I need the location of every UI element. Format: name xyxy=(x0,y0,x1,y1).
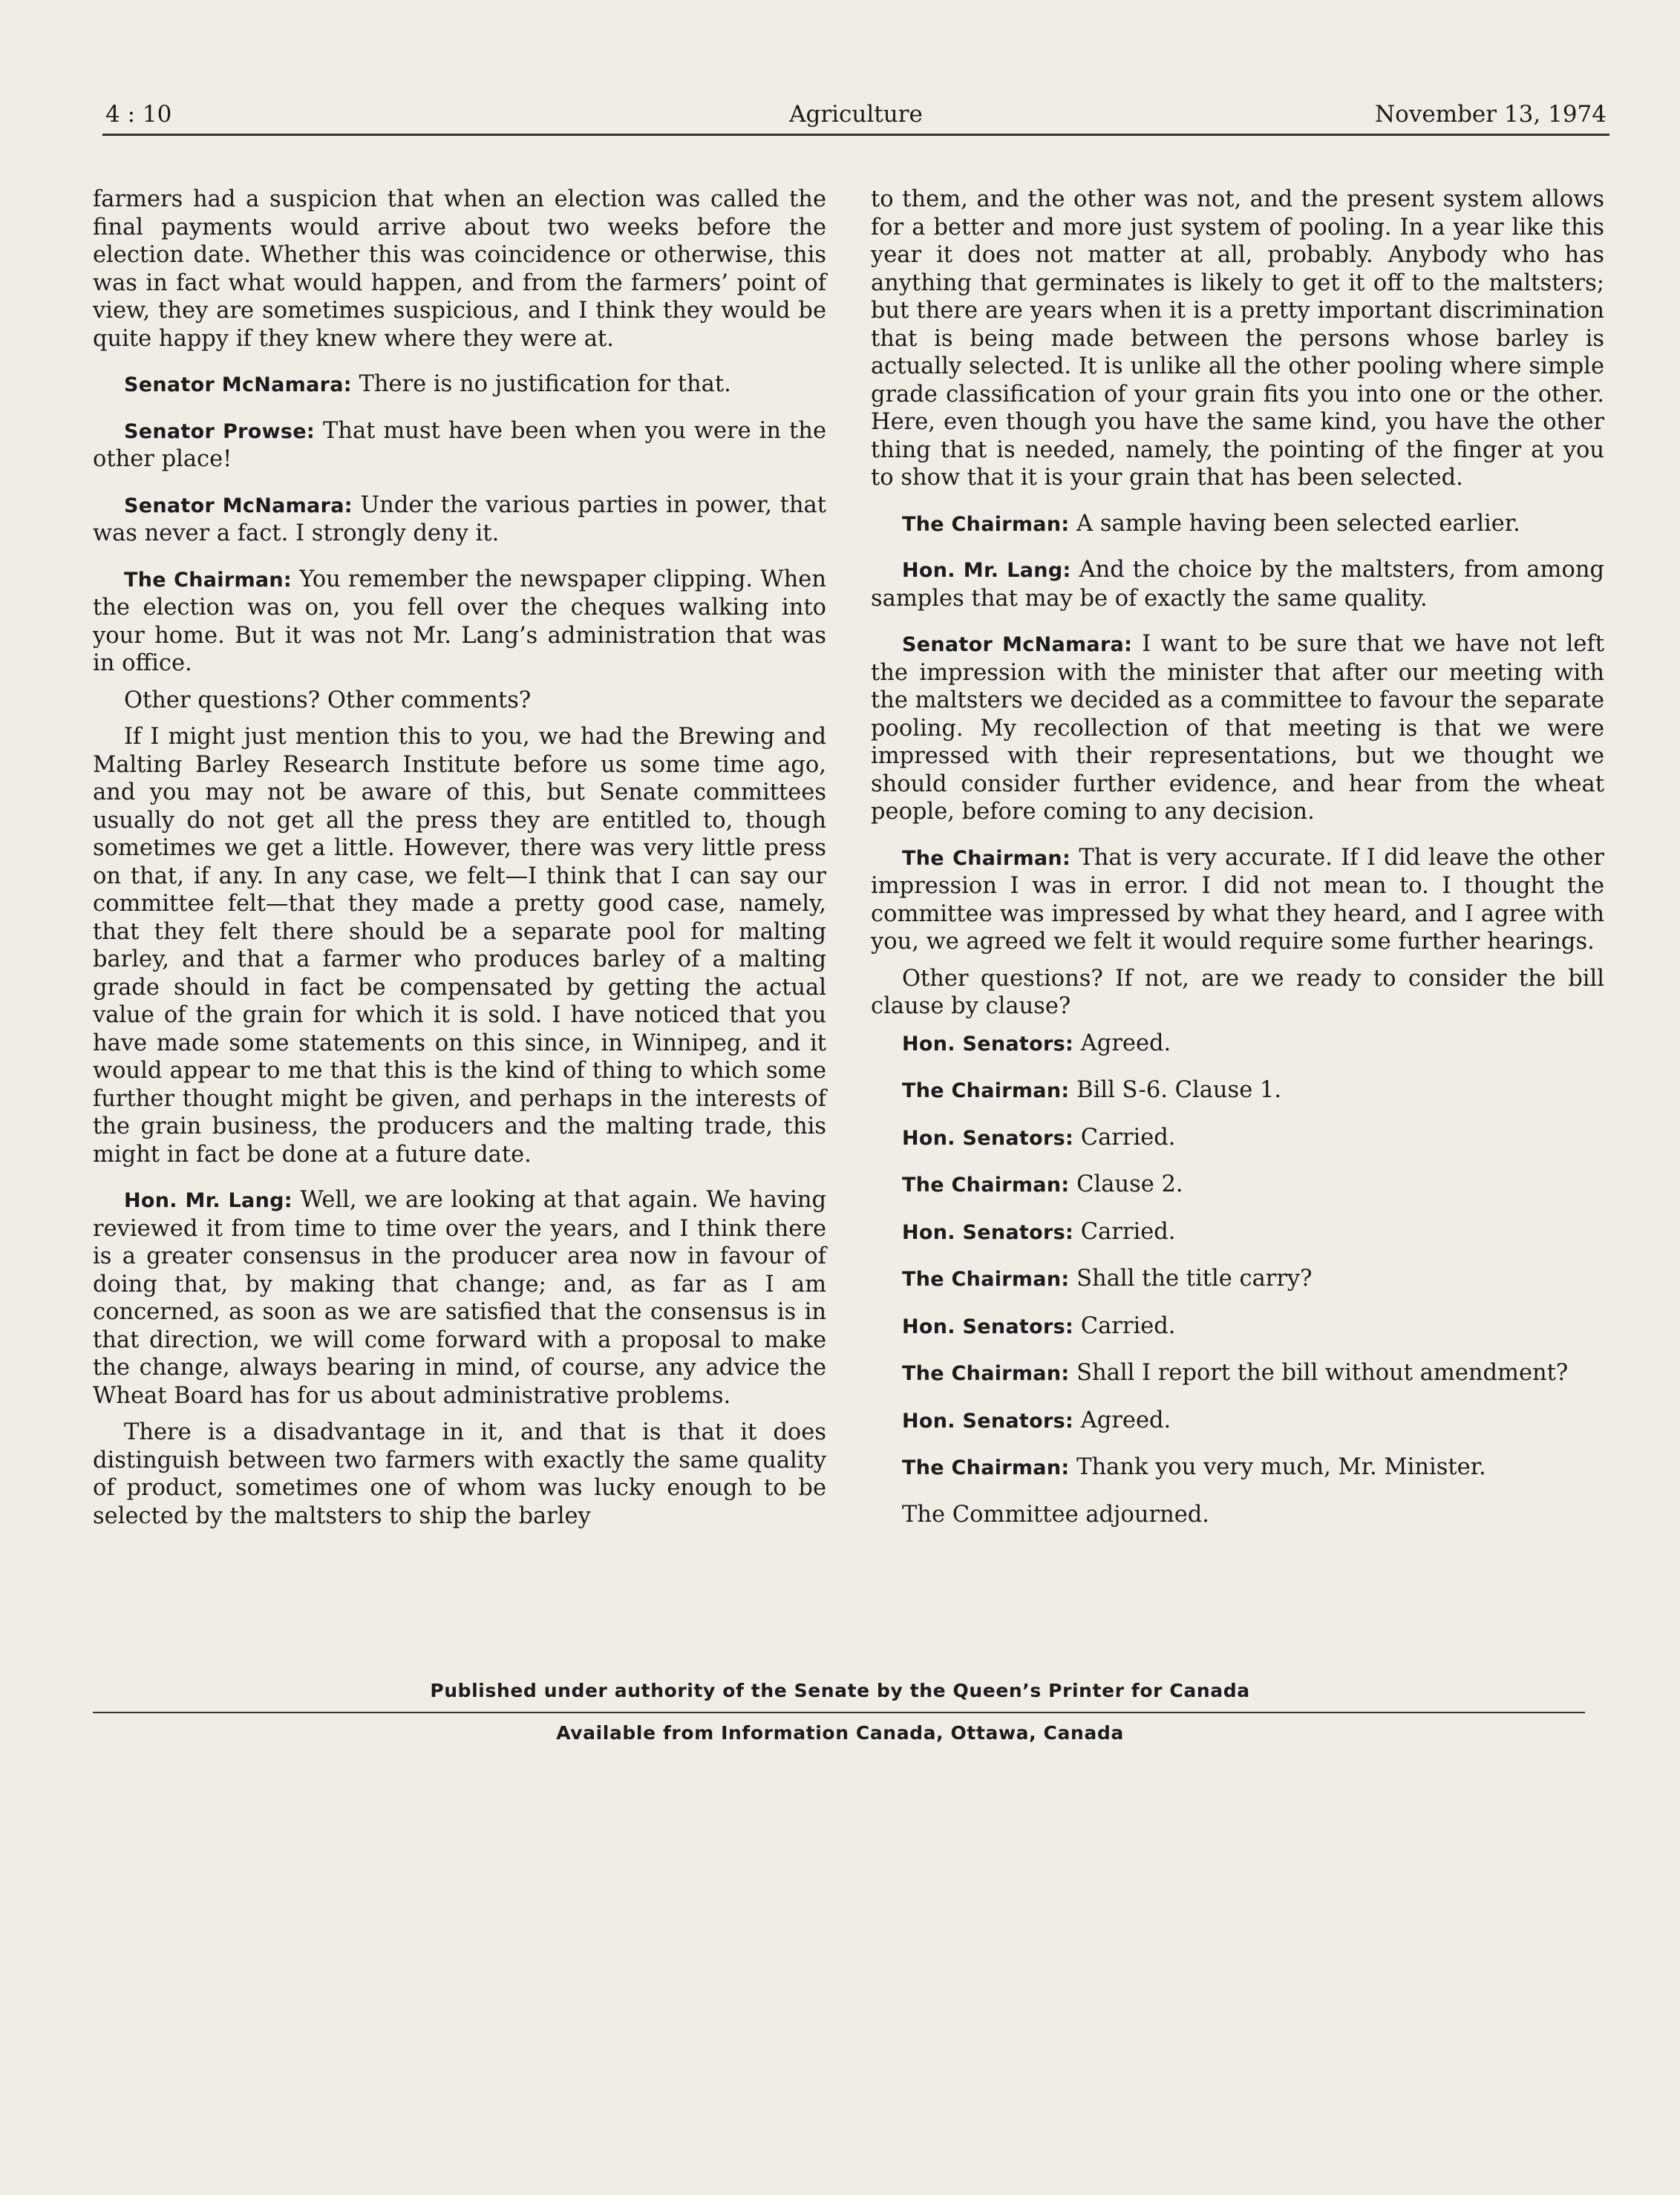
paragraph-text: Other questions? If not, are we ready to consider the bill clause by clause? xyxy=(871,965,1604,1019)
paragraph-text: The Committee adjourned. xyxy=(902,1501,1209,1528)
speaker-name: The Chairman: xyxy=(902,1079,1070,1102)
paragraph xyxy=(93,417,826,474)
paragraph xyxy=(871,1076,1604,1105)
paragraph-text: Agreed. xyxy=(1080,1407,1171,1433)
paragraph xyxy=(93,370,826,399)
speaker-name: Hon. Senators: xyxy=(902,1032,1074,1056)
paragraph xyxy=(871,1265,1604,1294)
paragraph-text: There is no justification for that. xyxy=(359,371,731,397)
speaker-name: The Chairman: xyxy=(124,568,292,592)
paragraph-text: farmers had a suspicion that when an election was called the final payments would arrive about two weeks before the election date. Whether this was coincidence or otherwise, this was in fact what would happen, and from the farmers’ point of view, they are sometimes suspicious, and I think they would be quite happy if they knew where they were at. xyxy=(93,186,826,352)
speaker-name: The Chairman: xyxy=(902,1174,1070,1197)
paragraph-text: Agreed. xyxy=(1080,1030,1171,1056)
speaker-name: Senator McNamara: xyxy=(124,494,353,517)
paragraph-text: Well, we are looking at that again. We having reviewed it from time to time over the years, and I think there is a greater consensus in the producer area now in favour of doing that, by making that change; and, as far as I am concerned, as soon as we are satisfied that the consensus is in that direction, we will come forward with a proposal to make the change, always bearing in mind, of course, any advice the Wheat Board has for us about administrative problems. xyxy=(93,1187,826,1409)
page-header xyxy=(102,101,1609,136)
speaker-name: Hon. Mr. Lang: xyxy=(902,559,1071,582)
paragraph-text: Under the various parties in power, that was never a fact. I strongly deny it. xyxy=(93,491,826,546)
speaker-name: Senator Prowse: xyxy=(124,419,315,443)
paragraph-text: Shall I report the bill without amendment? xyxy=(1076,1360,1569,1386)
paragraph xyxy=(93,723,826,1168)
paragraph-text: And the choice by the maltsters, from among samples that may be of exactly the same quality. xyxy=(871,557,1604,612)
paragraph-text: Other questions? Other comments? xyxy=(124,687,532,713)
published-notice: Published under authority of the Senate by the Queen’s Printer for Canada xyxy=(430,1680,1250,1701)
paragraph xyxy=(93,566,826,678)
paragraph xyxy=(871,965,1604,1021)
speaker-name: Senator McNamara: xyxy=(124,373,352,396)
paragraph xyxy=(871,1171,1604,1200)
speaker-name: Hon. Senators: xyxy=(902,1126,1074,1150)
paragraph-text: If I might just mention this to you, we had the Brewing and Malting Barley Research Institute before us some time ago, and you may not be aware of this, but Senate committees usually do not get all the press they are entitled to, though sometimes we get a little. However, there was very little press on that, if any. In any case, we felt—I think that I can say our committee felt—that they made a pretty good case, namely, that they felt there should be a separate pool for malting barley, and that a farmer who produces barley of a malting grade should in fact be compensated by getting the actual value of the grain for which it is sold. I have noticed that you have made some statements on this since, in Winnipeg, and it would appear to me that this is the kind of thing to which some further thought might be given, and perhaps in the interests of the grain business, the producers and the malting trade, this might in fact be done at a future date. xyxy=(93,724,826,1168)
paragraph xyxy=(871,1030,1604,1059)
paragraph-text: That must have been when you were in the other place! xyxy=(93,417,826,472)
paragraph-text: You remember the newspaper clipping. When the election was on, you fell over the cheques walking into your home. But it was not Mr. Lang’s administration that was in office. xyxy=(93,566,826,676)
speaker-name: The Chairman: xyxy=(902,1456,1070,1479)
paragraph xyxy=(871,1218,1604,1247)
paragraph-text: I want to be sure that we have not left the impression with the minister that after our meeting with the maltsters we decided as a committee to favour the separate pooling. My recollection of that meeting is that we were impressed with their representations, but we thought we should consider further evidence, and hear from the wheat people, before coming to any decision. xyxy=(871,631,1604,825)
right-column xyxy=(871,186,1604,1537)
paragraph-text: A sample having been selected earlier. xyxy=(1076,510,1520,537)
speaker-name: Hon. Mr. Lang: xyxy=(124,1189,292,1212)
paragraph xyxy=(871,1453,1604,1482)
paragraph-text: Carried. xyxy=(1080,1124,1176,1151)
speaker-name: Hon. Senators: xyxy=(902,1315,1074,1338)
speaker-name: Hon. Senators: xyxy=(902,1409,1074,1433)
paragraph-text: There is a disadvantage in it, and that is that it does distinguish between two farmers with exactly the same quality of product, sometimes one of whom was lucky enough to be selected by the maltsters to ship the barley xyxy=(93,1419,826,1529)
speaker-name: Senator McNamara: xyxy=(902,633,1133,656)
paragraph xyxy=(871,556,1604,612)
paragraph xyxy=(871,1407,1604,1436)
speaker-name: The Chairman: xyxy=(902,1268,1070,1291)
paragraph xyxy=(93,491,826,548)
paragraph xyxy=(93,1419,826,1530)
paragraph-text: Clause 2. xyxy=(1076,1171,1183,1197)
paragraph-text: Carried. xyxy=(1080,1218,1176,1245)
paragraph-text: Thank you very much, Mr. Minister. xyxy=(1076,1454,1486,1480)
speaker-name: The Chairman: xyxy=(902,1362,1070,1385)
left-column xyxy=(93,186,826,1539)
paragraph xyxy=(93,687,826,715)
paragraph xyxy=(93,1186,826,1410)
speaker-name: Hon. Senators: xyxy=(902,1220,1074,1244)
paragraph-text: Shall the title carry? xyxy=(1076,1266,1313,1292)
paragraph xyxy=(871,1312,1604,1341)
page-number: 4 : 10 xyxy=(105,101,172,128)
availability-notice: Available from Information Canada, Ottawa, Canada xyxy=(556,1722,1124,1744)
section-title: Agriculture xyxy=(789,101,923,128)
paragraph xyxy=(871,186,1604,492)
paragraph-text: That is very accurate. If I did leave the other impression I was in error. I did not mean to. I thought the committee was impressed by what they heard, and I agree with you, we agreed we felt it would require some further hearings. xyxy=(871,844,1604,955)
paragraph xyxy=(93,186,826,353)
paragraph xyxy=(871,1501,1604,1529)
paragraph-text: Bill S-6. Clause 1. xyxy=(1076,1077,1282,1103)
speaker-name: The Chairman: xyxy=(902,846,1071,870)
paragraph xyxy=(871,510,1604,539)
paragraph-text: Carried. xyxy=(1080,1312,1176,1339)
paragraph xyxy=(871,630,1604,826)
paragraph xyxy=(871,1359,1604,1388)
paragraph xyxy=(871,1124,1604,1153)
header-date: November 13, 1974 xyxy=(1375,101,1607,128)
speaker-name: The Chairman: xyxy=(902,512,1070,536)
paragraph xyxy=(871,844,1604,956)
footer-divider xyxy=(93,1712,1585,1713)
paragraph-text: to them, and the other was not, and the present system allows for a better and more just system of pooling. In a year like this year it does not matter at all, probably. Anybody who has anything that germinates is likely to get it off to the maltsters; but there are years when it is a pretty important discrimination that is being made between the persons whose barley is actually selected. It is unlike all the other pooling where simple grade classification of your grain fits you into one or the other. Here, even though you have the same kind, you have the other thing that is needed, namely, the pointing of the finger at you to show that it is your grain that has been selected. xyxy=(871,186,1604,491)
